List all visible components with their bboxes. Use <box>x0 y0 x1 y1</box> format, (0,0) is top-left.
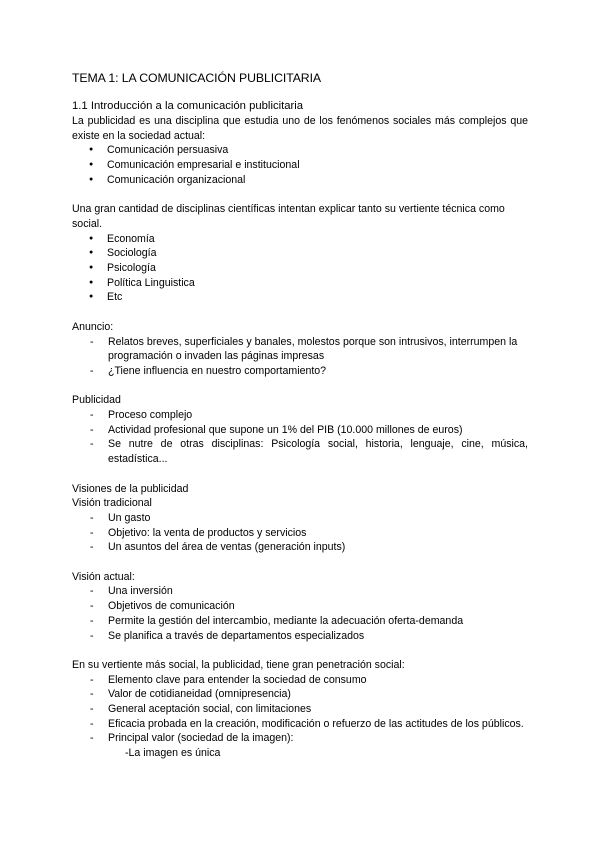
publicidad-list <box>72 408 528 467</box>
list-item: - Principal valor (sociedad de la imagen): <box>72 731 528 746</box>
list-item: - Elemento clave para entender la sociedad de consumo <box>72 673 528 688</box>
vision-tradicional-list <box>72 511 528 555</box>
list-item: ● Política Linguistica <box>72 276 528 291</box>
list-item: ● Comunicación persuasiva <box>72 143 528 158</box>
vision-tradicional-label: Visión tradicional <box>72 497 152 510</box>
document-page <box>72 70 528 761</box>
anuncio-list <box>72 335 528 379</box>
intro-list <box>72 143 528 187</box>
disciplines-list <box>72 232 528 306</box>
list-item: ● Psicología <box>72 261 528 276</box>
list-item: ● Sociología <box>72 246 528 261</box>
section-heading: 1.1 Introducción a la comunicación publicitaria <box>72 100 304 112</box>
publicidad-label: Publicidad <box>72 394 121 407</box>
vision-actual-list <box>72 584 528 643</box>
anuncio-label: Anuncio: <box>72 320 114 333</box>
list-item: - Se planifica a través de departamentos especializados <box>72 629 528 644</box>
intro-paragraph: La publicidad es una disciplina que estudia uno de los fenómenos sociales más complejos que existe en la sociedad actual: <box>72 115 528 142</box>
social-subitem: -La imagen es única <box>125 747 221 760</box>
list-item: ● Etc <box>72 290 528 305</box>
list-item: ● Comunicación organizacional <box>72 173 528 188</box>
list-item: - Eficacia probada en la creación, modificación o refuerzo de las actitudes de los públicos. <box>72 717 528 732</box>
list-item: - Relatos breves, superficiales y banales, molestos porque son intrusivos, interrumpen la programación o invaden las páginas impresas <box>72 335 528 364</box>
list-item: - General aceptación social, con limitaciones <box>72 702 528 717</box>
visiones-label: Visiones de la publicidad <box>72 482 189 495</box>
list-item: - ¿Tiene influencia en nuestro comportamiento? <box>72 364 528 379</box>
list-item: ● Economía <box>72 232 528 247</box>
list-item: - Una inversión <box>72 584 528 599</box>
list-item: - Se nutre de otras disciplinas: Psicología social, historia, lenguaje, cine, música, estadística... <box>72 437 528 466</box>
list-item: - Objetivos de comunicación <box>72 599 528 614</box>
disciplines-paragraph: Una gran cantidad de disciplinas científicas intentan explicar tanto su vertiente técnica como social. <box>72 203 505 230</box>
social-paragraph: En su vertiente más social, la publicidad, tiene gran penetración social: <box>72 658 405 671</box>
social-list <box>72 673 528 747</box>
list-item: - Un asuntos del área de ventas (generación inputs) <box>72 540 528 555</box>
list-item: - Permite la gestión del intercambio, mediante la adecuación oferta-demanda <box>72 614 528 629</box>
page-title: TEMA 1: LA COMUNICACIÓN PUBLICITARIA <box>72 71 321 85</box>
list-item: - Actividad profesional que supone un 1% del PIB (10.000 millones de euros) <box>72 423 528 438</box>
list-item: - Valor de cotidianeidad (omnipresencia) <box>72 687 528 702</box>
list-item: ● Comunicación empresarial e institucional <box>72 158 528 173</box>
vision-actual-label: Visión actual: <box>72 570 135 583</box>
list-item: - Un gasto <box>72 511 528 526</box>
list-item: - Proceso complejo <box>72 408 528 423</box>
list-item: - Objetivo: la venta de productos y servicios <box>72 526 528 541</box>
